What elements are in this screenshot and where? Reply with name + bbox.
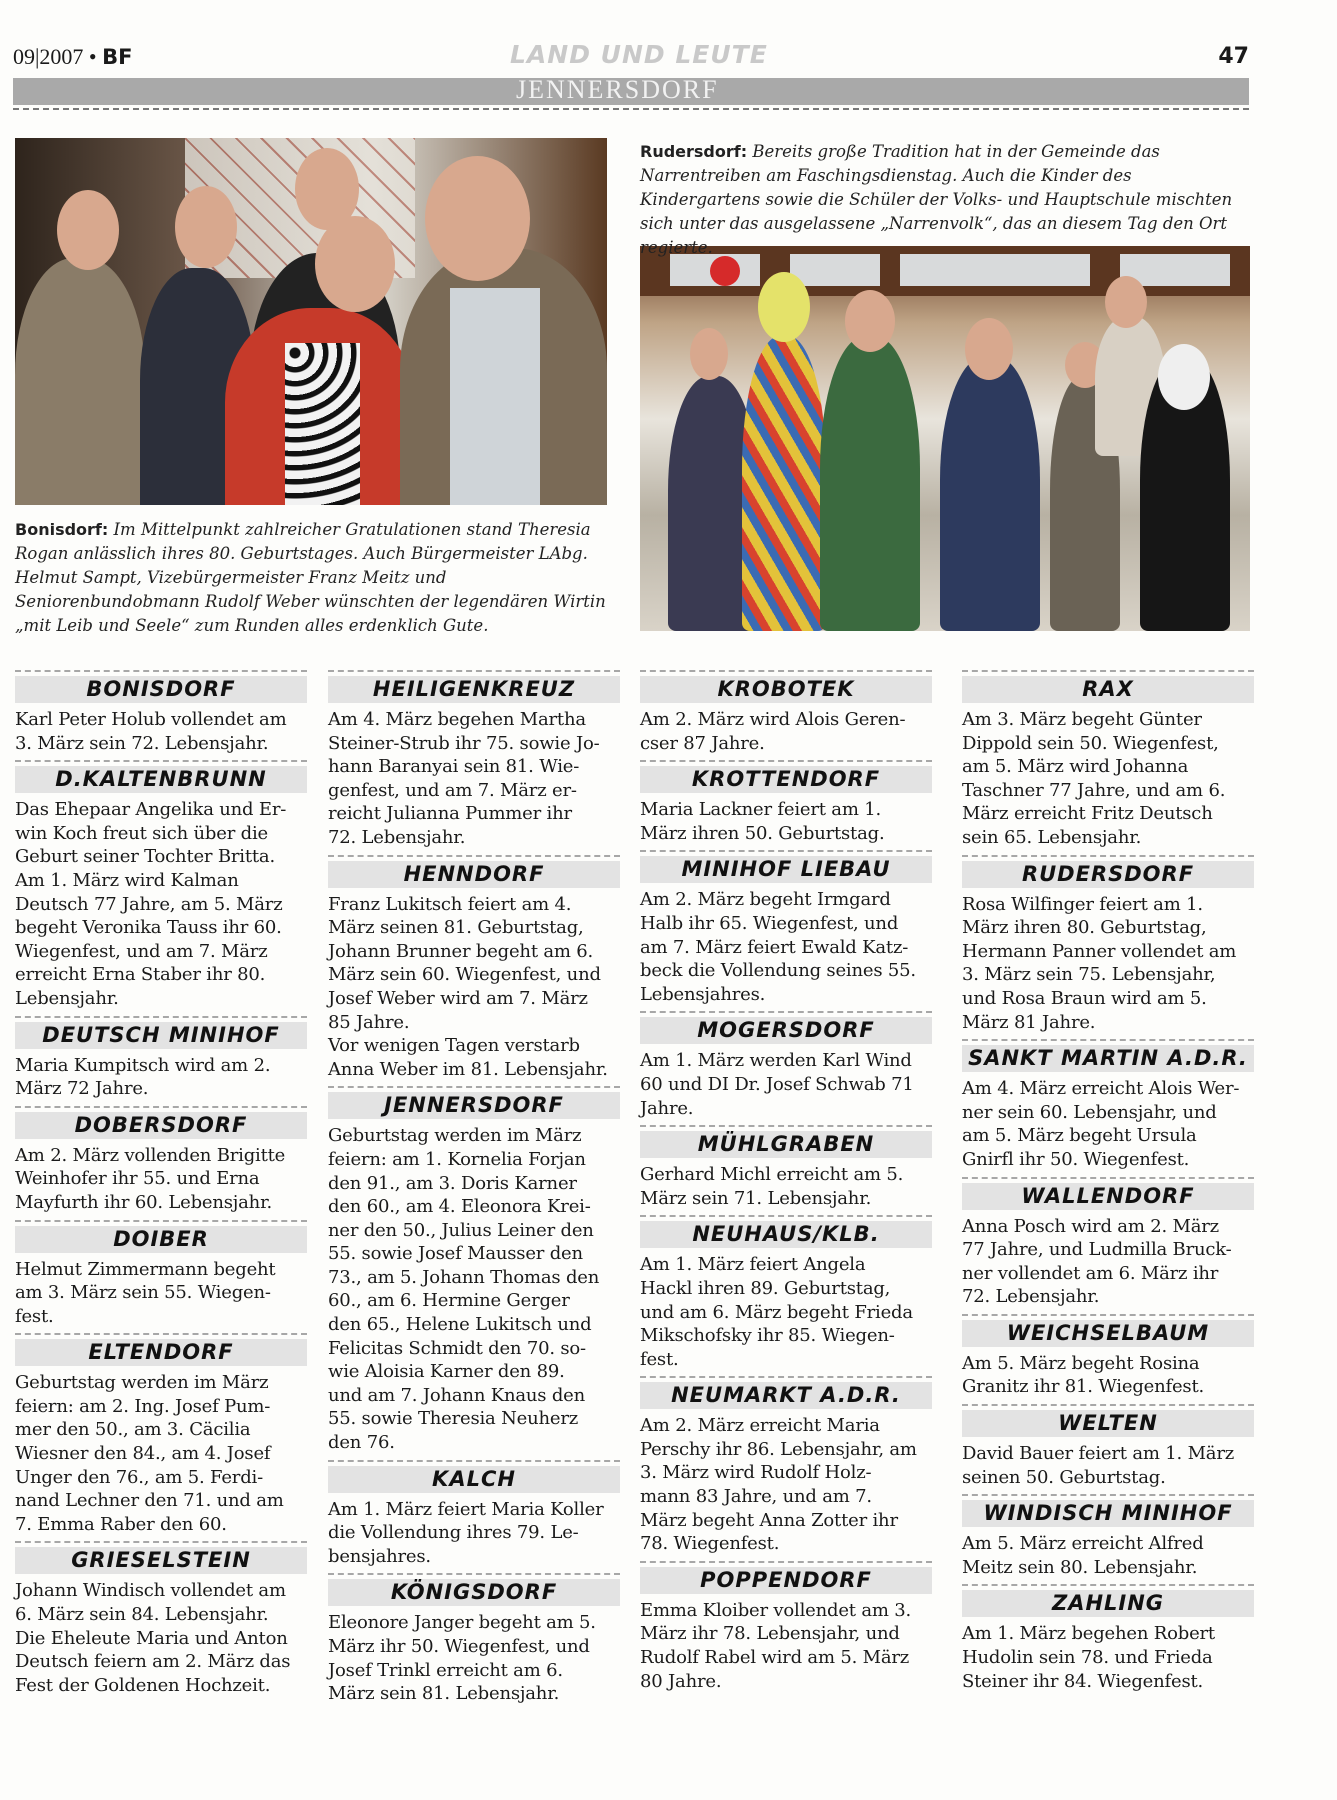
community-text: Am 4. März begehen Martha Steiner-Strub ihr 75. sowie Jo- hann Baranyai sein 81. Wie- genfest, und am 7. März er- reicht Julianna Pummer ihr 72. Lebensjahr. — [328, 709, 600, 848]
community-heading — [640, 1125, 932, 1158]
community-block — [962, 1584, 1254, 1693]
community-title: MINIHOF LIEBAU — [640, 856, 932, 883]
community-block — [15, 670, 307, 755]
community-heading — [15, 1541, 307, 1574]
community-text: Am 4. März erreicht Alois Wer- ner sein 60. Lebensjahr, und am 5. März begeht Ursula Gnirfl ihr 50. Wiegenfest. — [962, 1078, 1240, 1170]
community-block — [640, 760, 932, 845]
community-heading — [640, 1561, 932, 1594]
community-block — [328, 670, 620, 850]
community-title: NEUMARKT A.D.R. — [640, 1382, 932, 1409]
community-text: Anna Posch wird am 2. März 77 Jahre, und Ludmilla Bruck- ner vollendet am 6. März ihr 72. Lebensjahr. — [962, 1215, 1232, 1308]
community-title: WINDISCH MINIHOF — [962, 1500, 1254, 1527]
community-heading — [15, 1333, 307, 1366]
community-heading — [962, 1494, 1254, 1527]
community-title: RAX — [962, 676, 1254, 703]
community-text: Geburtstag werden im März feiern: am 2. Ing. Josef Pum- mer den 50., am 3. Cäcilia Wiesner den 84., am 4. Josef Unger den 76., am 5. Ferdi- nand Lechner den 71. und am 7. Emma Raber den 60. — [15, 1372, 284, 1535]
community-heading — [328, 1460, 620, 1493]
community-text: Emma Kloiber vollendet am 3. März ihr 78. Lebensjahr, und Rudolf Rabel wird am 5. März 80 Jahre. — [640, 1599, 912, 1692]
community-block — [962, 670, 1254, 850]
community-text: Am 1. März feiert Maria Koller die Vollendung ihres 79. Le- bensjahres. — [328, 1498, 604, 1567]
community-title: BONISDORF — [15, 676, 307, 703]
community-heading — [962, 1584, 1254, 1617]
community-block — [328, 1573, 620, 1705]
column-4 — [962, 670, 1254, 1693]
community-text: Geburtstag werden im März feiern: am 1. Kornelia Forjan den 91., am 3. Doris Karner den 60., am 4. Eleonora Krei- ner den 50., Julius Leiner den 55. sowie Josef Mausser den 73., am 5. Johann Thomas den 60., am 6. Hermine Gerger den 65., Helene Lukitsch und Felicitas Schmidt den 70. so- wie Aloisia Karner den 89. und am 7. Johann Knaus den 55. sowie Theresia Neuherz den 76. — [328, 1125, 600, 1454]
community-title: JENNERSDORF — [328, 1092, 620, 1119]
community-title: HEILIGENKREUZ — [328, 676, 620, 703]
community-block — [640, 1011, 932, 1120]
community-heading — [640, 850, 932, 883]
community-heading — [640, 670, 932, 703]
community-title: WEICHSELBAUM — [962, 1320, 1254, 1347]
community-heading — [328, 670, 620, 703]
community-block — [640, 1125, 932, 1210]
bonisdorf-caption-place: Bonisdorf: — [15, 520, 109, 539]
community-block — [640, 1561, 932, 1693]
community-title: MOGERSDORF — [640, 1017, 932, 1044]
community-text: Franz Lukitsch feiert am 4. März seinen 81. Geburtstag, Johann Brunner begeht am 6. März sein 60. Wiegenfest, und Josef Weber wird am 7. März 85 Jahre. Vor wenigen Tagen verstarb Anna Weber im 81. Lebensjahr. — [328, 893, 608, 1080]
community-title: DOBERSDORF — [15, 1112, 307, 1139]
header-divider — [13, 108, 1249, 110]
community-block — [640, 850, 932, 1006]
community-block — [962, 1404, 1254, 1489]
community-block — [962, 1314, 1254, 1399]
community-heading — [640, 1376, 932, 1409]
community-heading — [328, 1573, 620, 1606]
community-block — [15, 1541, 307, 1697]
community-title: KROTTENDORF — [640, 766, 932, 793]
community-block — [15, 760, 307, 1010]
community-title: WALLENDORF — [962, 1183, 1254, 1210]
community-title: SANKT MARTIN A.D.R. — [962, 1045, 1254, 1072]
community-heading — [15, 670, 307, 703]
community-text: Karl Peter Holub vollendet am 3. März sein 72. Lebensjahr. — [15, 709, 287, 754]
community-heading — [640, 1215, 932, 1248]
community-text: Eleonore Janger begeht am 5. März ihr 50. Wiegenfest, und Josef Trinkl erreicht am 6. März sein 81. Lebensjahr. — [328, 1612, 596, 1705]
community-block — [640, 1376, 932, 1556]
issue-number: 09|2007 • — [13, 44, 97, 69]
community-title: GRIESELSTEIN — [15, 1547, 307, 1574]
community-title: POPPENDORF — [640, 1567, 932, 1594]
issue-label — [13, 44, 132, 70]
community-heading — [15, 1016, 307, 1049]
community-block — [15, 1106, 307, 1215]
community-block — [328, 1086, 620, 1454]
community-title: RUDERSDORF — [962, 861, 1254, 888]
community-text: Rosa Wilfinger feiert am 1. März ihren 80. Geburtstag, Hermann Panner vollendet am 3. März sein 75. Lebensjahr, und Rosa Braun wird am 5. März 81 Jahre. — [962, 893, 1237, 1033]
community-heading — [15, 760, 307, 793]
community-title: DOIBER — [15, 1226, 307, 1253]
rudersdorf-photo — [640, 246, 1250, 631]
region-banner-title: JENNERSDORF — [516, 75, 719, 104]
community-block — [15, 1016, 307, 1101]
community-text: Maria Lackner feiert am 1. März ihren 50. Geburtstag. — [640, 799, 885, 844]
column-2 — [328, 670, 620, 1706]
community-heading — [15, 1220, 307, 1253]
publication-name: BF — [102, 45, 133, 69]
column-3 — [640, 670, 932, 1693]
community-heading — [962, 1039, 1254, 1072]
community-title: KROBOTEK — [640, 676, 932, 703]
community-block — [962, 855, 1254, 1035]
community-text: Helmut Zimmermann begeht am 3. März sein 55. Wiegen- fest. — [15, 1258, 276, 1327]
community-title: MÜHLGRABEN — [640, 1131, 932, 1158]
community-title: ZAHLING — [962, 1590, 1254, 1617]
community-text: Johann Windisch vollendet am 6. März sein 84. Lebensjahr. Die Eheleute Maria und Anton Deutsch feiern am 2. März das Fest der Goldenen Hochzeit. — [15, 1580, 291, 1696]
community-block — [640, 1215, 932, 1371]
page-number: 47 — [1218, 44, 1249, 69]
community-text: Am 3. März begeht Günter Dippold sein 50. Wiegenfest, am 5. März wird Johanna Taschner 77 Jahre, und am 6. März erreicht Fritz Deutsch sein 65. Lebensjahr. — [962, 709, 1226, 848]
community-text: Am 2. März vollenden Brigitte Weinhofer ihr 55. und Erna Mayfurth ihr 60. Lebensjahr. — [15, 1144, 286, 1213]
community-heading — [328, 1086, 620, 1119]
bonisdorf-caption — [15, 518, 620, 638]
rudersdorf-caption-place: Rudersdorf: — [640, 142, 748, 161]
community-text: Am 2. März wird Alois Geren- cser 87 Jahre. — [640, 709, 906, 754]
community-block — [640, 670, 932, 755]
community-text: Am 5. März begeht Rosina Granitz ihr 81. Wiegenfest. — [962, 1352, 1204, 1398]
community-title: DEUTSCH MINIHOF — [15, 1022, 307, 1049]
community-block — [962, 1494, 1254, 1579]
community-text: Am 1. März begehen Robert Hudolin sein 78. und Frieda Steiner ihr 84. Wiegenfest. — [962, 1623, 1215, 1692]
community-text: Maria Kumpitsch wird am 2. März 72 Jahre. — [15, 1054, 271, 1100]
community-heading — [15, 1106, 307, 1139]
community-title: WELTEN — [962, 1410, 1254, 1437]
community-heading — [640, 1011, 932, 1044]
rudersdorf-caption — [640, 140, 1252, 260]
community-heading — [962, 1404, 1254, 1437]
community-heading — [962, 855, 1254, 888]
column-1 — [15, 670, 307, 1697]
community-text: Am 2. März erreicht Maria Perschy ihr 86. Lebensjahr, am 3. März wird Rudolf Holz- mann 83 Jahre, und am 7. März begeht Anna Zotter ihr 78. Wiegenfest. — [640, 1415, 917, 1555]
rudersdorf-caption-text: Bereits große Tradition hat in der Gemeinde das Narrentreiben am Faschingsdienstag. Auch die Kinder des Kindergartens sowie die Schüler der Volks- und Hauptschule mischten sich unter das ausgelassene „Narrenvolk“, das an diesem Tag den Ort regierte. — [640, 142, 1233, 257]
community-text: Am 1. März werden Karl Wind 60 und DI Dr. Josef Schwab 71 Jahre. — [640, 1050, 914, 1119]
community-title: D.KALTENBRUNN — [15, 766, 307, 793]
community-title: HENNDORF — [328, 861, 620, 888]
community-heading — [962, 1314, 1254, 1347]
community-heading — [962, 1177, 1254, 1210]
community-block — [328, 1460, 620, 1569]
community-heading — [328, 855, 620, 888]
section-title: LAND UND LEUTE — [510, 40, 768, 69]
community-text: Das Ehepaar Angelika und Er- win Koch freut sich über die Geburt seiner Tochter Britta. Am 1. März wird Kalman Deutsch 77 Jahre, am 5. März begeht Veronika Tauss ihr 60. Wiegenfest, und am 7. März erreicht Erna Staber ihr 80. Lebensjahr. — [15, 799, 287, 1009]
community-text: Gerhard Michl erreicht am 5. März sein 71. Lebensjahr. — [640, 1164, 904, 1209]
community-text: Am 2. März begeht Irmgard Halb ihr 65. Wiegenfest, und am 7. März feiert Ewald Katz- beck die Vollendung seines 55. Lebensjahres. — [640, 889, 916, 1005]
community-block — [15, 1333, 307, 1536]
community-heading — [962, 670, 1254, 703]
community-text: Am 1. März feiert Angela Hackl ihren 89. Geburtstag, und am 6. März begeht Frieda Mikschofsky ihr 85. Wiegen- fest. — [640, 1254, 913, 1370]
community-title: ELTENDORF — [15, 1339, 307, 1366]
community-block — [962, 1039, 1254, 1171]
community-text: Am 5. März erreicht Alfred Meitz sein 80. Lebensjahr. — [962, 1533, 1204, 1578]
community-block — [962, 1177, 1254, 1309]
bonisdorf-caption-text: Im Mittelpunkt zahlreicher Gratulationen stand Theresia Rogan anlässlich ihres 80. Geburtstages. Auch Bürgermeister LAbg. Helmut Sampt, Vizebürgermeister Franz Meitz und Seniorenbundobmann Rudolf Weber wünschten der legendären Wirtin „mit Leib und Seele“ zum Runden alles erdenklich Gute. — [15, 520, 606, 635]
community-text: David Bauer feiert am 1. März seinen 50. Geburtstag. — [962, 1443, 1235, 1488]
bonisdorf-photo — [15, 138, 607, 505]
community-title: KALCH — [328, 1466, 620, 1493]
community-title: KÖNIGSDORF — [328, 1579, 620, 1606]
region-banner — [13, 75, 1249, 105]
community-heading — [640, 760, 932, 793]
community-block — [15, 1220, 307, 1329]
community-block — [328, 855, 620, 1082]
community-title: NEUHAUS/KLB. — [640, 1221, 932, 1248]
